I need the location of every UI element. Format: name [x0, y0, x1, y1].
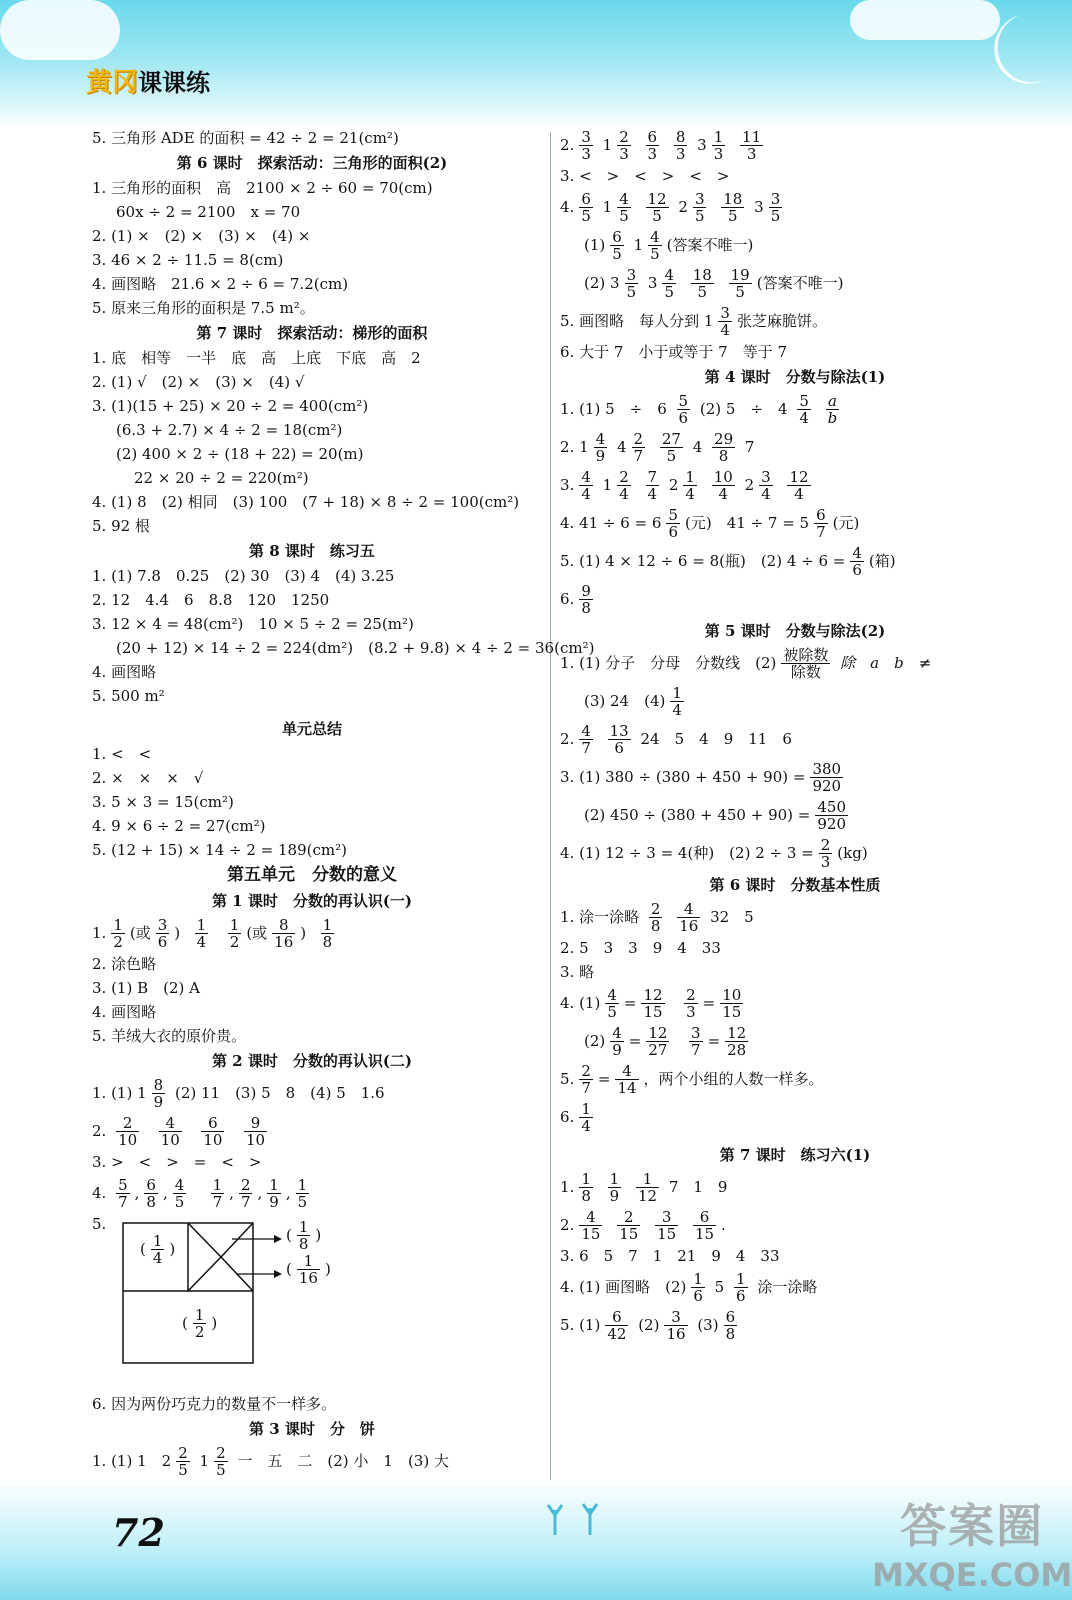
- answer-line: 1. $\frac{1}{2}$ (或 $\frac{3}{6}$ ) $\frac{1}{4}$ $\frac{1}{2}$ (或 $\frac{8}{16}$ ) $\frac{1}{8}$: [92, 916, 333, 951]
- label-sixteenth: ( $\frac{1}{16}$ ): [286, 1252, 331, 1287]
- answer-line: 3. 6 5 7 1 21 9 4 33: [560, 1247, 780, 1265]
- page-number: 72: [112, 1510, 165, 1555]
- section-title: 第 6 课时 分数基本性质: [709, 876, 881, 894]
- section-title: 第 4 课时 分数与除法(1): [704, 368, 886, 386]
- answer-line: 4. 画图略 21.6 × 2 ÷ 6 = 7.2(cm): [92, 275, 349, 293]
- answer-line: 4. 41 ÷ 6 = 6 $\frac{5}{6}$ (元) 41 ÷ 7 = 5 $\frac{6}{7}$ (元): [560, 506, 860, 541]
- answer-line: 1. 三角形的面积 高 2100 × 2 ÷ 60 = 70(cm): [92, 179, 433, 197]
- answer-line: (2) 450 ÷ (380 + 450 + 90) = $\frac{450}{920}$: [584, 798, 846, 833]
- answer-line: 1. (1) 分子 分母 分数线 (2) $\frac{\text{被除数}}{\text{除数}}$ 除 a b ≠: [560, 646, 932, 681]
- label-quarter: ( $\frac{1}{4}$ ): [140, 1232, 176, 1267]
- watermark: [872, 1490, 1072, 1594]
- answer-line: 2. 涂色略: [92, 955, 157, 973]
- answer-line: 5. (1) 4 × 12 ÷ 6 = 8(瓶) (2) 4 ÷ 6 = $\frac{4}{6}$ (箱): [560, 544, 896, 579]
- answer-line: 3. 5 × 3 = 15(cm²): [92, 793, 234, 811]
- answer-line: 5. $\frac{2}{7}$ = $\frac{4}{14}$ ，两个小组的人数一样多。: [560, 1062, 824, 1097]
- label-eighth: ( $\frac{1}{8}$ ): [286, 1218, 322, 1253]
- cloud-decoration: [0, 0, 120, 60]
- answer-line: 4. 画图略: [92, 663, 157, 681]
- answer-line: 2. (1) × (2) × (3) × (4) ×: [92, 227, 311, 245]
- unit-title: 第五单元 分数的意义: [227, 865, 397, 885]
- answer-line: 2. × × × √: [92, 769, 204, 787]
- answer-line: 5. 500 m²: [92, 687, 165, 705]
- answer-line: 5. 92 根: [92, 517, 150, 535]
- answer-line: 1. (1) 7.8 0.25 (2) 30 (3) 4 (4) 3.25: [92, 567, 395, 585]
- answer-line: (2) 3 $\frac{3}{5}$ 3 $\frac{4}{5}$ $\frac{18}{5}$ $\frac{19}{5}$ (答案不唯一): [584, 266, 844, 301]
- label-half: ( $\frac{1}{2}$ ): [182, 1306, 218, 1341]
- answer-line: 3. (1) 380 ÷ (380 + 450 + 90) = $\frac{380}{920}$: [560, 760, 842, 795]
- answer-line: 2. 5 3 3 9 4 33: [560, 939, 721, 957]
- answer-line: 1. < <: [92, 745, 152, 763]
- answer-line: 3. (1) B (2) A: [92, 979, 200, 997]
- answer-line: 3. 46 × 2 ÷ 11.5 = 8(cm): [92, 251, 284, 269]
- answer-line: (20 + 12) × 14 ÷ 2 = 224(dm²) (8.2 + 9.8) × 4 ÷ 2 = 36(cm²): [116, 639, 595, 657]
- answer-line: 4. (1) 12 ÷ 3 = 4(种) (2) 2 ÷ 3 = $\frac{2}{3}$ (kg): [560, 836, 868, 871]
- answer-line: 5. 羊绒大衣的原价贵。: [92, 1027, 247, 1045]
- answer-line: 22 × 20 ÷ 2 = 220(m²): [134, 469, 309, 487]
- answer-line: 1. (1) 5 ÷ 6 $\frac{5}{6}$ (2) 5 ÷ 4 $\frac{5}{4}$ $\frac{a}{b}$: [560, 392, 838, 427]
- answer-line: (2) $\frac{4}{9}$ = $\frac{12}{27}$ $\frac{3}{7}$ = $\frac{12}{28}$: [584, 1024, 747, 1059]
- answer-line: 1. (1) 1 2 $\frac{2}{5}$ 1 $\frac{2}{5}$ 一 五 二 (2) 小 1 (3) 大: [92, 1444, 449, 1479]
- section-title: 单元总结: [281, 720, 342, 738]
- answer-line: 3. $\frac{4}{4}$ 1 $\frac{2}{4}$ $\frac{7}{4}$ 2 $\frac{1}{4}$ $\frac{10}{4}$ 2 $\frac{3}{4}$ $\frac{12}{4}$: [560, 468, 809, 503]
- answer-line: 5. (12 + 15) × 14 ÷ 2 = 189(cm²): [92, 841, 347, 859]
- tree-icon: [540, 1490, 610, 1540]
- answer-line: (1) $\frac{6}{5}$ 1 $\frac{4}{5}$ (答案不唯一): [584, 228, 754, 263]
- moon-icon: [990, 10, 1050, 90]
- answer-line: 60x ÷ 2 = 2100 x = 70: [116, 203, 301, 221]
- answer-line: 4. (1) $\frac{4}{5}$ = $\frac{12}{15}$ $\frac{2}{3}$ = $\frac{10}{15}$: [560, 986, 742, 1021]
- answer-line: 2. $\frac{4}{7}$ $\frac{13}{6}$ 24 5 4 9 11 6: [560, 722, 792, 757]
- question-number: 5.: [92, 1215, 107, 1233]
- column-divider: [550, 132, 551, 1480]
- answer-line: 2. 1 $\frac{4}{9}$ 4 $\frac{2}{7}$ $\frac{27}{5}$ 4 $\frac{29}{8}$ 7: [560, 430, 755, 465]
- right-column: [560, 126, 1030, 1344]
- answer-line: 1. 底 相等 一半 底 高 上底 下底 高 2: [92, 349, 421, 367]
- answer-line: 2. $\frac{3}{3}$ 1 $\frac{2}{3}$ $\frac{6}{3}$ $\frac{8}{3}$ 3 $\frac{1}{3}$ $\frac{11}{3}$: [560, 128, 762, 163]
- answer-line: 1. 涂一涂略 $\frac{2}{8}$ $\frac{4}{16}$ 32 5: [560, 900, 754, 935]
- answer-line: 1. $\frac{1}{8}$ $\frac{1}{9}$ $\frac{1}{12}$ 7 1 9: [560, 1170, 728, 1205]
- watermark-brand: 答案圈: [900, 1499, 1045, 1553]
- answer-line: 4. (1) 8 (2) 相同 (3) 100 (7 + 18) × 8 ÷ 2 = 100(cm²): [92, 493, 520, 511]
- answer-line: 4. $\frac{5}{7}$ , $\frac{6}{8}$ , $\frac{4}{5}$ $\frac{1}{7}$ , $\frac{2}{7}$ , $\frac{1}{9}$ , $\frac{1}{5}$: [92, 1176, 308, 1211]
- section-title: 第 8 课时 练习五: [249, 542, 375, 560]
- answer-line: 2. (1) √ (2) × (3) × (4) √: [92, 373, 305, 391]
- brand-logo: [86, 62, 210, 99]
- section-title: 第 7 课时 探索活动：梯形的面积: [196, 324, 428, 342]
- answer-line: 6. 大于 7 小于或等于 7 等于 7: [560, 343, 788, 361]
- answer-line: 4. (1) 画图略 (2) $\frac{1}{6}$ 5 $\frac{1}{6}$ 涂一涂略: [560, 1270, 818, 1305]
- answer-line: 3. 略: [560, 963, 595, 981]
- answer-line: 2. $\frac{2}{10}$ $\frac{4}{10}$ $\frac{6}{10}$ $\frac{9}{10}$: [92, 1114, 266, 1149]
- answer-line: 5. 原来三角形的面积是 7.5 m²。: [92, 299, 315, 317]
- section-title: 第 2 课时 分数的再认识(二): [211, 1052, 413, 1070]
- answer-line: 5. (1) $\frac{6}{42}$ (2) $\frac{3}{16}$ (3) $\frac{6}{8}$: [560, 1308, 736, 1343]
- answer-line: 2. $\frac{4}{15}$ $\frac{2}{15}$ $\frac{3}{15}$ $\frac{6}{15}$ .: [560, 1208, 726, 1243]
- answer-line: 2. 12 4.4 6 8.8 120 1250: [92, 591, 330, 609]
- answer-line: 6. $\frac{9}{8}$: [560, 582, 591, 617]
- section-title: 第 3 课时 分 饼: [249, 1420, 375, 1438]
- section-title: 第 7 课时 练习六(1): [719, 1146, 871, 1164]
- answer-line: 5. 画图略 每人分到 1 $\frac{3}{4}$ 张芝麻脆饼。: [560, 304, 827, 339]
- watermark-url: MXQE.COM: [872, 1556, 1072, 1594]
- section-title: 第 6 课时 探索活动：三角形的面积(2): [176, 154, 448, 172]
- cloud-decoration: [850, 0, 1000, 40]
- answer-line: (3) 24 (4) $\frac{1}{4}$: [584, 684, 682, 719]
- answer-line: 4. 画图略: [92, 1003, 157, 1021]
- answer-line: 5. 三角形 ADE 的面积 = 42 ÷ 2 = 21(cm²): [92, 129, 399, 147]
- answer-line: 6. 因为两份巧克力的数量不一样多。: [92, 1395, 337, 1413]
- brand-mark: 黄冈: [86, 68, 139, 98]
- section-title: 第 1 课时 分数的再认识(一): [211, 892, 413, 910]
- answer-line: 3. (1)(15 + 25) × 20 ÷ 2 = 400(cm²): [92, 397, 369, 415]
- answer-line: 3. < > < > < >: [560, 167, 730, 185]
- answer-line: (2) 400 × 2 ÷ (18 + 22) = 20(m): [116, 445, 364, 463]
- answer-line: 4. 9 × 6 ÷ 2 = 27(cm²): [92, 817, 266, 835]
- fraction-figure-block: [92, 1212, 532, 1392]
- answer-line: 4. $\frac{6}{5}$ 1 $\frac{4}{5}$ $\frac{12}{5}$ 2 $\frac{3}{5}$ $\frac{18}{5}$ 3 $\frac{3}{5}$: [560, 190, 781, 225]
- answer-line: (6.3 + 2.7) × 4 ÷ 2 = 18(cm²): [116, 421, 343, 439]
- answer-line: 3. > < > = < >: [92, 1153, 262, 1171]
- answer-line: 6. $\frac{1}{4}$: [560, 1100, 591, 1135]
- brand-text: 课课练: [138, 69, 211, 97]
- section-title: 第 5 课时 分数与除法(2): [704, 622, 886, 640]
- answer-line: 3. 12 × 4 = 48(cm²) 10 × 5 ÷ 2 = 25(m²): [92, 615, 414, 633]
- answer-line: 1. (1) 1 $\frac{8}{9}$ (2) 11 (3) 5 8 (4) 5 1.6: [92, 1076, 385, 1111]
